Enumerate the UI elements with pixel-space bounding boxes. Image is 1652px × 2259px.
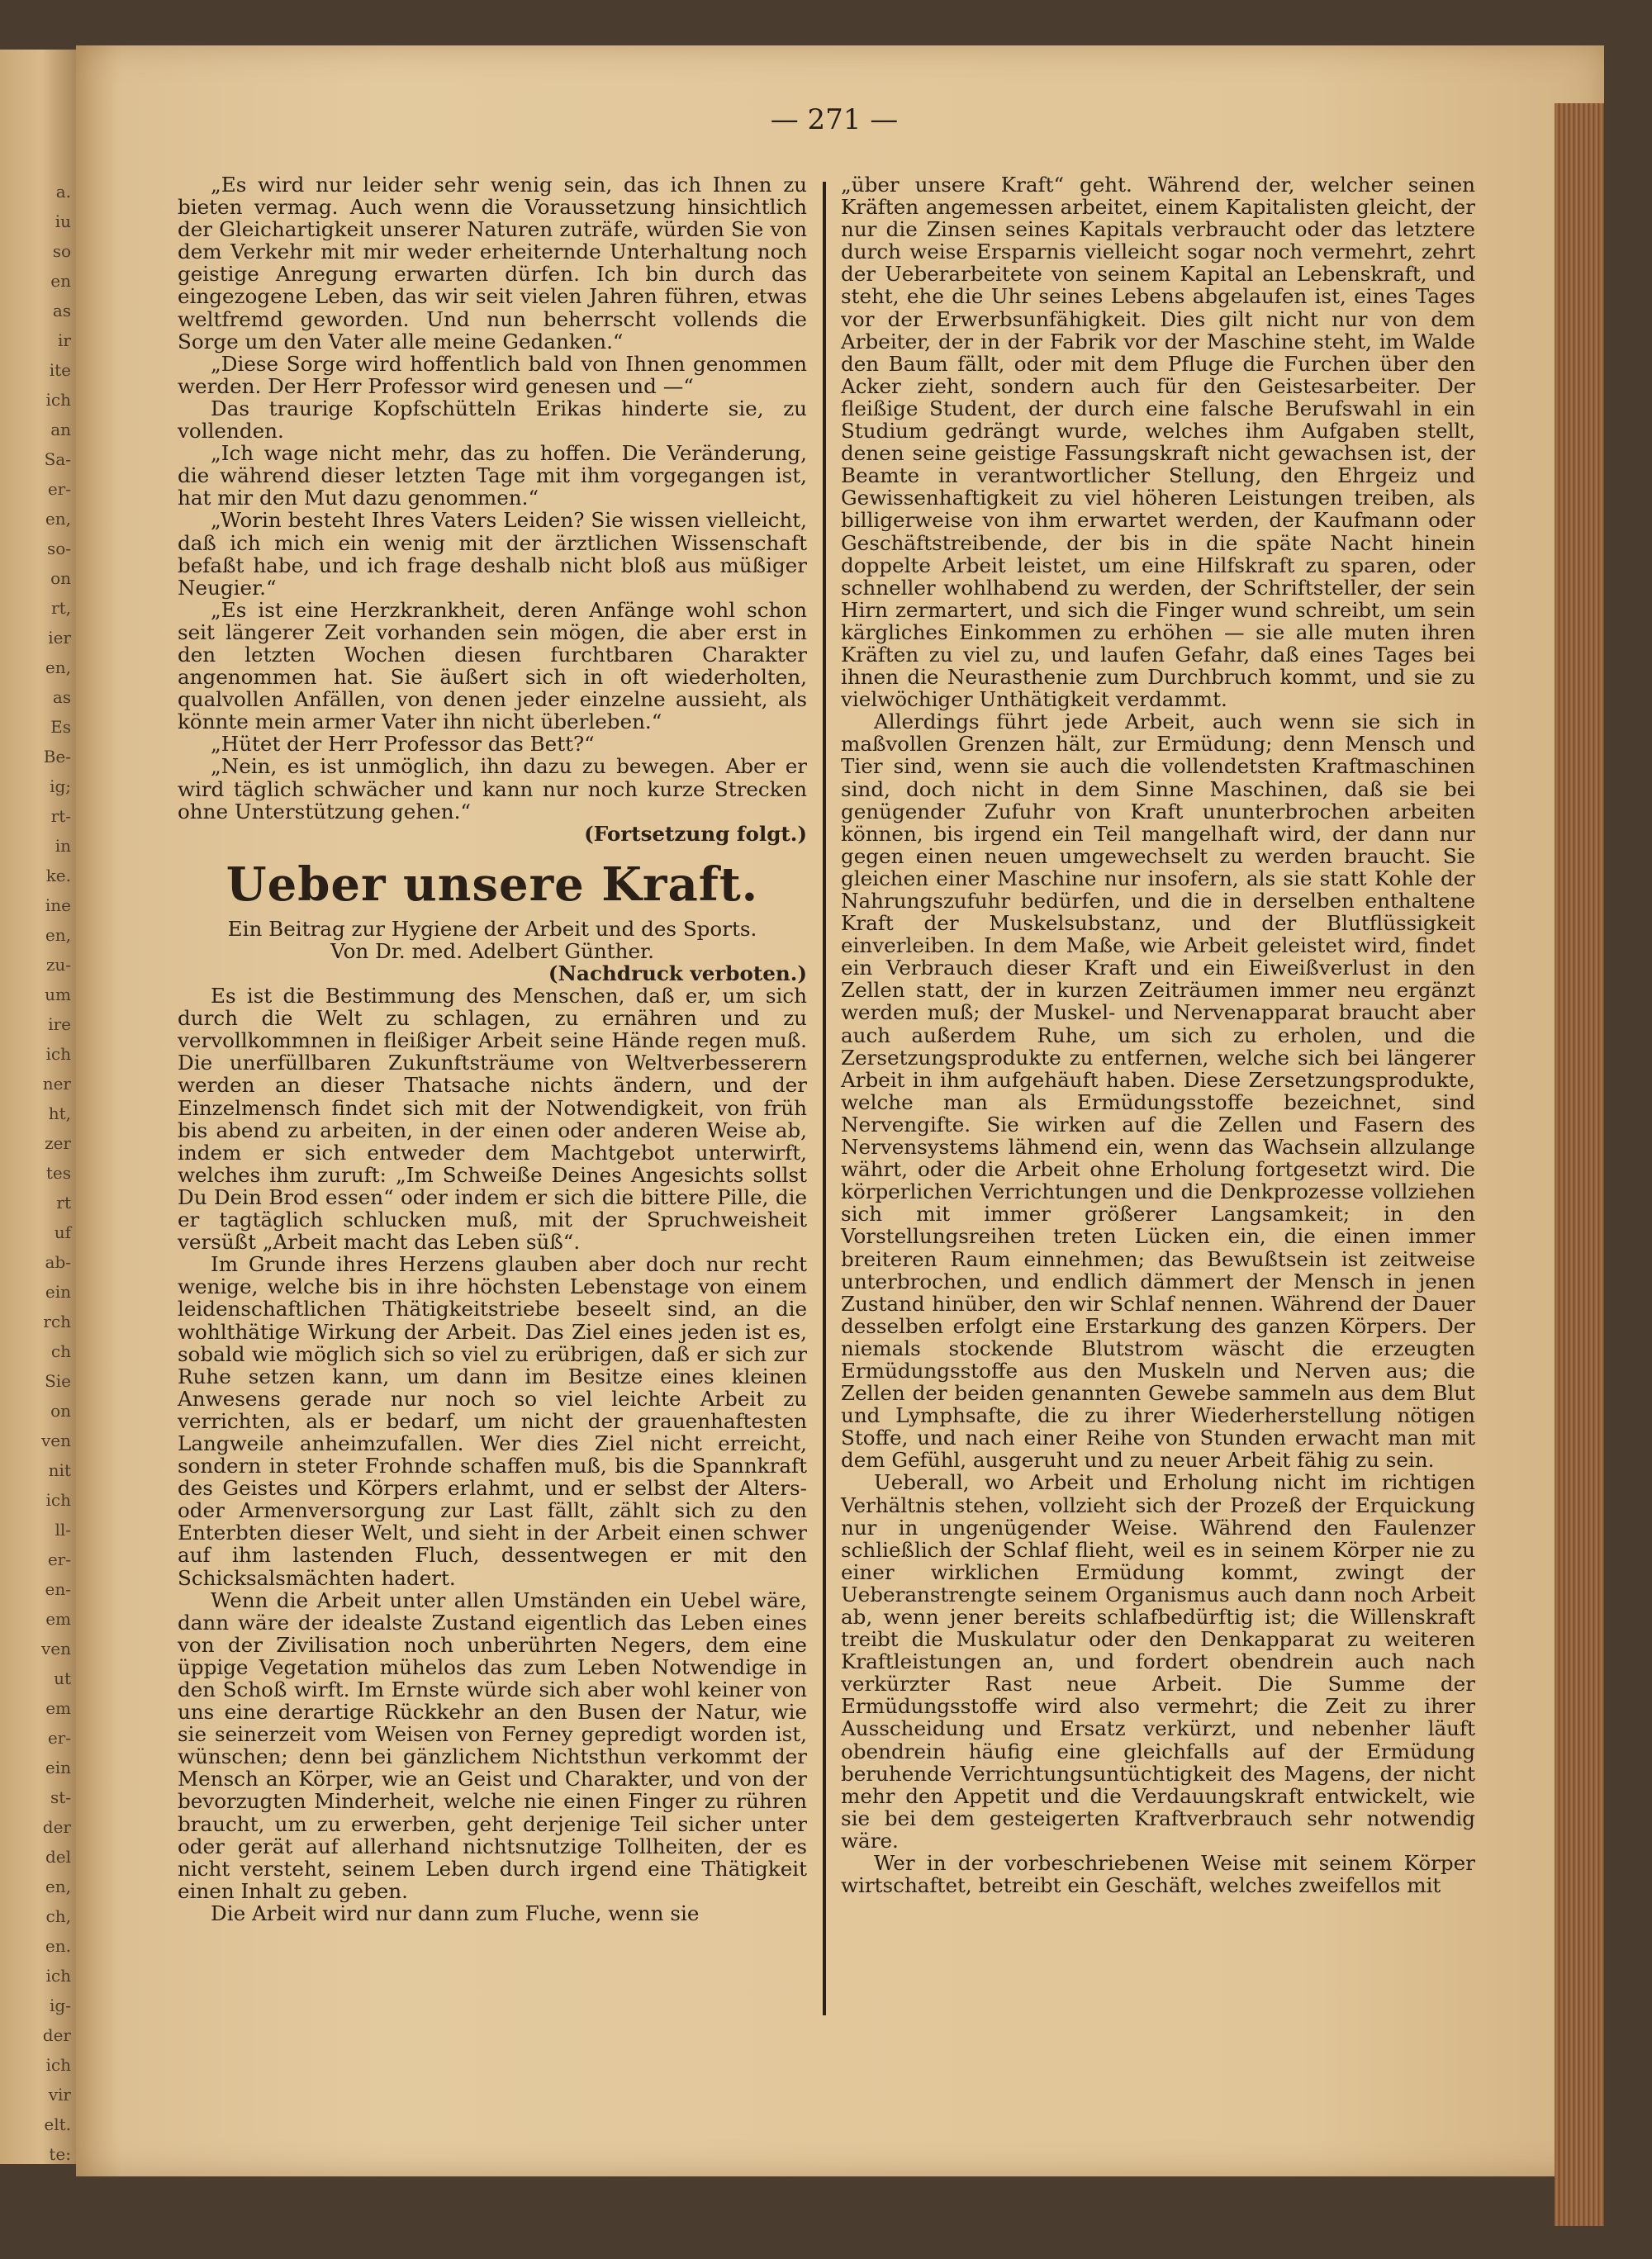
paragraph: „Worin besteht Ihres Vaters Leiden? Sie wissen vielleicht, daß ich mich ein wenig mit der ärztlichen Wissenschaft befaßt habe, und ich frage deshalb nicht bloß aus müßiger Neugier.“ [178,508,807,600]
left-column [178,173,807,1924]
prev-page-fragment: ven [40,1639,71,1659]
prev-page-fragment: a. [55,182,71,202]
prev-page-fragment: em [45,1609,71,1629]
prev-page-fragment: en. [45,1936,71,1956]
page-number: — 271 — [770,103,899,136]
note-right: (Fortsetzung folgt.) [584,821,807,846]
paragraph: „Ich wage nicht mehr, das zu hoffen. Die Veränderung, die während dieser letzten Tage mit ihm vorgegangen ist, hat mir den Mut dazu genommen.“ [178,441,807,510]
article-title: Ueber unsere Kraft. [225,857,759,912]
prev-page-fragment: zer [45,1133,71,1153]
paragraph: Wer in der vorbeschriebenen Weise mit seinem Körper wirtschaftet, betreibt ein Geschäft, welches zweifellos mit [841,1851,1475,1898]
prev-page-fragment: Be- [43,747,71,766]
prev-page-fragment: ut [54,1668,71,1688]
paragraph: Das traurige Kopfschütteln Erikas hinderte sie, zu vollenden. [178,396,807,444]
paragraph: Es ist die Bestimmung des Menschen, daß er, um sich durch die Welt zu schlagen, zu ernähren und zu vervollkommnen in fleißiger Arbeit seine Hände regen muß. Die unerfüllbaren Zukunftsträume von Weltverbesserern werden an dieser Thatsache nichts ändern, und der Einzelmensch findet sich mit der Notwendigkeit, von früh bis abend zu arbeiten, in der einen oder anderen Weise ab, indem er sich entweder dem Machtgebot unterwirft, welches ihm zuruft: „Im Schweiße Deines Angesichts sollst Du Dein Brod essen“ oder indem er sich die bittere Pille, die er tagtäglich schlucken muß, mit der Spruchweisheit versüßt „Arbeit macht das Leben süß“. [178,984,807,1255]
prev-page-fragment: er- [47,1728,71,1748]
prev-page-fragment: ht, [48,1103,71,1123]
prev-page-fragment: er- [47,1550,71,1569]
article-byline: Von Dr. med. Adelbert Günther. [330,938,654,963]
paragraph: Die Arbeit wird nur dann zum Fluche, wenn sie [211,1901,700,1925]
prev-page-fragment: em [45,1698,71,1718]
prev-page-fragment: nit [48,1460,71,1480]
prev-page-fragment: en, [45,657,71,677]
prev-page-fragment: Es [50,717,71,737]
prev-page-fragment: te: [49,2144,71,2164]
prev-page-fragment: rt, [51,598,71,618]
prev-page-fragment: um [45,985,71,1004]
prev-page-fragment: Sie [45,1371,71,1391]
paragraph: „Es ist eine Herzkrankheit, deren Anfänge wohl schon seit längerer Zeit vorhanden sein mögen, die aber erst in den letzten Wochen diesen furchtbaren Charakter angenommen hat. Sie äußert sich in oft wiederholten, qualvollen Anfällen, von denen jeder einzelne aussieht, als könnte mein armer Vater ihn nicht überleben.“ [178,597,807,734]
paragraph: „über unsere Kraft“ geht. Während der, welcher seinen Kräften angemessen arbeitet, einem Kapitalisten gleicht, der nur die Zinsen seines Kapitals verbraucht oder das letztere durch weise Ersparnis vielleicht sogar noch vermehrt, zehrt der Ueberarbeitete von seinem Kapital an Lebenskraft, und steht, ehe die Uhr seines Lebens abgelaufen ist, eines Tages vor der Erwerbsunfähigkeit. Dies gilt nicht nur von dem Arbeiter, der in der Fabrik vor der Maschine steht, im Walde den Baum fällt, oder mit dem Pfluge die Furchen über den Acker zieht, sondern auch für den Geistesarbeiter. Der fleißige Student, der durch eine falsche Berufswahl in ein Studium gedrängt wurde, welches ihm Aufgaben stellt, denen seine geistige Fassungskraft nicht gewachsen ist, der Beamte in verantwortlicher Stellung, den Ehrgeiz und Gewissenhaftigkeit zu viel höheren Leistungen treiben, als billigerweise von ihm erwartet werden, der Kaufmann oder Geschäftstreibende, der bis in die späte Nacht hinein doppelte Arbeit leistet, um eine Hilfskraft zu sparen, oder schneller wohlhabend zu werden, der Schriftsteller, der sein Hirn zermartert, und sich die Finger wund schreibt, um sein kärgliches Einkommen zu erhöhen — sie alle muten ihren Kräften zu viel zu, und laufen Gefahr, daß eines Tages bei ihnen die Neurasthenie zum Durchbruch kommt, und sie zu vielwöchiger Unthätigkeit verdammt. [841,173,1475,712]
paragraph: Wenn die Arbeit unter allen Umständen ein Uebel wäre, dann wäre der idealste Zustand eigentlich das Leben eines von der Zivilisation noch unberührten Negers, dem eine üppige Vegetation mühelos das zum Leben Notwendige in den Schoß wirft. Im Ernste würde sich aber wohl keiner von uns eine derartige Rückkehr an den Busen der Natur, wie sie seinerzeit vom Weisen von Ferney gepredigt worden ist, wünschen; denn bei gänzlichem Nichtsthun verkommt der Mensch an Körper, wie an Geist und Charakter, und von der bevorzugten Minderheit, welche nie einen Finger zu rühren braucht, um zu erwerben, geht derjenige Teil sicher unter oder gerät auf allerhand nichtsnutzige Tollheiten, der es nicht versteht, seinem Leben durch irgend eine Thätigkeit einen Inhalt zu geben. [178,1587,807,1903]
previous-page-edge [0,50,76,2164]
note-right: (Nachdruck verboten.) [548,961,807,985]
paragraph: „Hütet der Herr Professor das Bett?“ [211,732,595,757]
paragraph: „Es wird nur leider sehr wenig sein, das ich Ihnen zu bieten vermag. Auch wenn die Voraussetzung hinsichtlich der Gleichartigkeit unserer Naturen zuträfe, würden Sie von dem Verkehr mit mir weder erheiternde Unterhaltung noch geistige Anregung erwarten dürfen. Ich bin durch das eingezogene Leben, das wir seit vielen Jahren führen, etwas weltfremd geworden. Und nun beherrscht vollends die Sorge um den Vater alle meine Gedanken.“ [178,173,807,354]
prev-page-fragment: ein [45,1282,71,1302]
prev-page-fragment: en- [45,1579,71,1599]
prev-page-fragment: der [42,1817,71,1837]
prev-page-fragment: ich [45,390,71,410]
prev-page-fragment: en, [45,925,71,945]
prev-page-fragment: er- [47,479,71,499]
prev-page-fragment: ab- [45,1252,71,1272]
prev-page-fragment: ke. [45,866,71,885]
prev-page-fragment: in [55,836,71,856]
prev-page-fragment: ite [49,360,71,380]
prev-page-fragment: on [50,1401,71,1421]
prev-page-fragment: rt [56,1193,71,1213]
prev-page-fragment: ll- [55,1520,71,1540]
article-byline: Ein Beitrag zur Hygiene der Arbeit und des Sports. [227,916,757,941]
prev-page-fragment: rch [43,1312,71,1331]
prev-page-fragment: en, [45,509,71,529]
prev-page-fragment: vir [48,2085,71,2105]
prev-page-fragment: ich [45,1044,71,1064]
paragraph: „Diese Sorge wird hoffentlich bald von Ihnen genommen werden. Der Herr Professor wird genesen und —“ [178,351,807,398]
prev-page-fragment: tes [45,1163,71,1183]
book-edge [1555,103,1604,2226]
prev-page-fragment: iu [55,211,71,231]
paragraph: Ueberall, wo Arbeit und Erholung nicht im richtigen Verhältnis stehen, vollzieht sich der Prozeß der Erquickung nur in ungenügender Weise. Während den Faulenzer schließlich der Schlaf flieht, weil es in seinem Körper nie zu einer wirklichen Ermüdung kommt, zwingt der Ueberanstrengte seinem Organismus auch dann noch Arbeit ab, wenn jener bereits schlafbedürftig ist; die Willenskraft treibt die Muskulatur oder den Denkapparat zu weiteren Kraftleistungen an, und fordert obendrein auch nach verkürzter Rast neue Arbeit. Die Summe der Ermüdungsstoffe wird also vermehrt; die Zeit zu ihrer Ausscheidung und Ersatz verkürzt, und nebenher läuft obendrein häufig eine gleichfalls auf der Ermüdung beruhende Verrichtungsuntüchtigkeit des Magens, der nicht mehr den Appetit und die Verdauungskraft entwickelt, wie sie bei dem gesteigerten Kraftverbrauch sehr notwendig wäre. [841,1470,1475,1853]
prev-page-fragment: ine [45,895,71,915]
right-column [841,173,1475,1896]
prev-page-fragment: ven [40,1431,71,1450]
prev-page-fragment: en [50,271,71,291]
prev-page-fragment: ich [45,1966,71,1986]
prev-page-fragment: zu- [45,955,71,975]
prev-page-fragment: Sa- [44,449,71,469]
prev-page-fragment: der [42,2025,71,2045]
prev-page-fragment: as [52,301,71,320]
prev-page-fragment: ir [58,330,71,350]
prev-page-fragment: so- [46,539,71,558]
prev-page-fragment: ich [45,2055,71,2075]
prev-page-fragment: ig; [50,776,71,796]
prev-page-fragment: en, [45,1877,71,1896]
prev-page-fragment: ier [48,628,71,648]
prev-page-fragment: del [45,1847,71,1867]
prev-page-fragment: st- [50,1787,71,1807]
prev-page-fragment: ein [45,1758,71,1777]
paragraph: „Nein, es ist unmöglich, ihn dazu zu bewegen. Aber er wird täglich schwächer und kann nur noch kurze Strecken ohne Unterstützung gehen.“ [178,754,807,823]
prev-page-fragment: ner [42,1074,71,1094]
prev-page-fragment: ire [48,1014,71,1034]
prev-page-fragment: an [50,420,71,439]
prev-page-fragment: ch, [45,1906,71,1926]
prev-page-fragment: ich [45,1490,71,1510]
prev-page-fragment: on [50,568,71,588]
prev-page-fragment: ch [50,1341,71,1361]
prev-page-fragment: so [52,241,71,261]
column-divider [823,182,826,2015]
prev-page-fragment: ig- [50,1996,71,2015]
prev-page-fragment: uf [54,1222,71,1242]
paragraph: Im Grunde ihres Herzens glauben aber doch nur recht wenige, welche bis in ihre höchsten Lebenstage von einem leidenschaftlichen Thätigkeitstriebe beseelt sind, an die wohlthätige Wirkung der Arbeit. Das Ziel eines jeden ist es, sobald wie möglich sich so viel zu erübrigen, daß er sich zur Ruhe setzen kann, um dann im Besitze eines kleinen Anwesens gerade nur noch so viel leichte Arbeit zu verrichten, als er bedarf, um nicht der grauenhaftesten Langweile anheimzufallen. Wer dies Ziel nicht erreicht, sondern in steter Frohnde schaffen muß, bis die Spannkraft des Geistes und Körpers erlahmt, und er selbst der Alters- oder Armenversorgung zur Last fällt, zählt sich zu den Enterbten dieser Welt, und sieht in der Arbeit einen schwer auf ihm lastenden Fluch, dessentwegen er mit den Schicksalsmächten hadert. [178,1252,807,1590]
prev-page-fragment: as [52,687,71,707]
prev-page-fragment: rt- [50,806,71,826]
prev-page-fragment: elt. [44,2114,71,2134]
paragraph: Allerdings führt jede Arbeit, auch wenn sie sich in maßvollen Grenzen hält, zur Ermüdung; denn Mensch und Tier sind, wenn sie auch die vollendetsten Kraftmaschinen sind, doch nicht in dem Sinne Maschinen, daß sie bei genügender Zufuhr von Kraft ununterbrochen arbeiten können, bis irgend ein Teil mangelhaft wird, der dann nur gegen einen neuen umgewechselt zu werden braucht. Sie gleichen einer Maschine nur insofern, als sie statt Kohle der Nahrungszufuhr bedürfen, und die in derselben enthaltene Kraft der Muskelsubstanz, und der Blutflüssigkeit einverleiben. In dem Maße, wie Arbeit geleistet wird, findet ein Verbrauch dieser Kraft und ein Eiweißverlust in den Zellen statt, der in kurzen Zeiträumen immer neu ergänzt werden muß; der Muskel- und Nervenapparat braucht aber auch außerdem Ruhe, um sich zu erholen, und die Zersetzungsprodukte zu entfernen, welche sich bei längerer Arbeit in ihm aufgehäuft haben. Diese Zersetzungsprodukte, welche man als Ermüdungsstoffe bezeichnet, sind Nervengifte. Sie wirken auf die Zellen und Fasern des Nervensystems lähmend ein, wenn das Wachsein allzulange währt, oder die Arbeit ohne Erholung fortgesetzt wird. Die körperlichen Verrichtungen und die Denkprozesse vollziehen sich mit immer größerer Langsamkeit; in den Vorstellungsreihen treten Lücken ein, die einen immer breiteren Raum einnehmen; das Bewußtsein ist zeitweise unterbrochen, und endlich dämmert der Mensch in jenen Zustand hinüber, den wir Schlaf nennen. Während der Dauer desselben erfolgt eine Erstarkung des ganzen Körpers. Der niemals stockende Blutstrom wäscht die erzeugten Ermüdungsstoffe aus den Muskeln und Nerven aus; die Zellen der beiden genannten Gewebe sammeln aus dem Blut und Lymphsafte, die zu ihrer Wiederherstellung nötigen Stoffe, und nach einer Reihe von Stunden erwacht man mit dem Gefühl, ausgeruht und zu neuer Arbeit fähig zu sein. [841,709,1475,1473]
